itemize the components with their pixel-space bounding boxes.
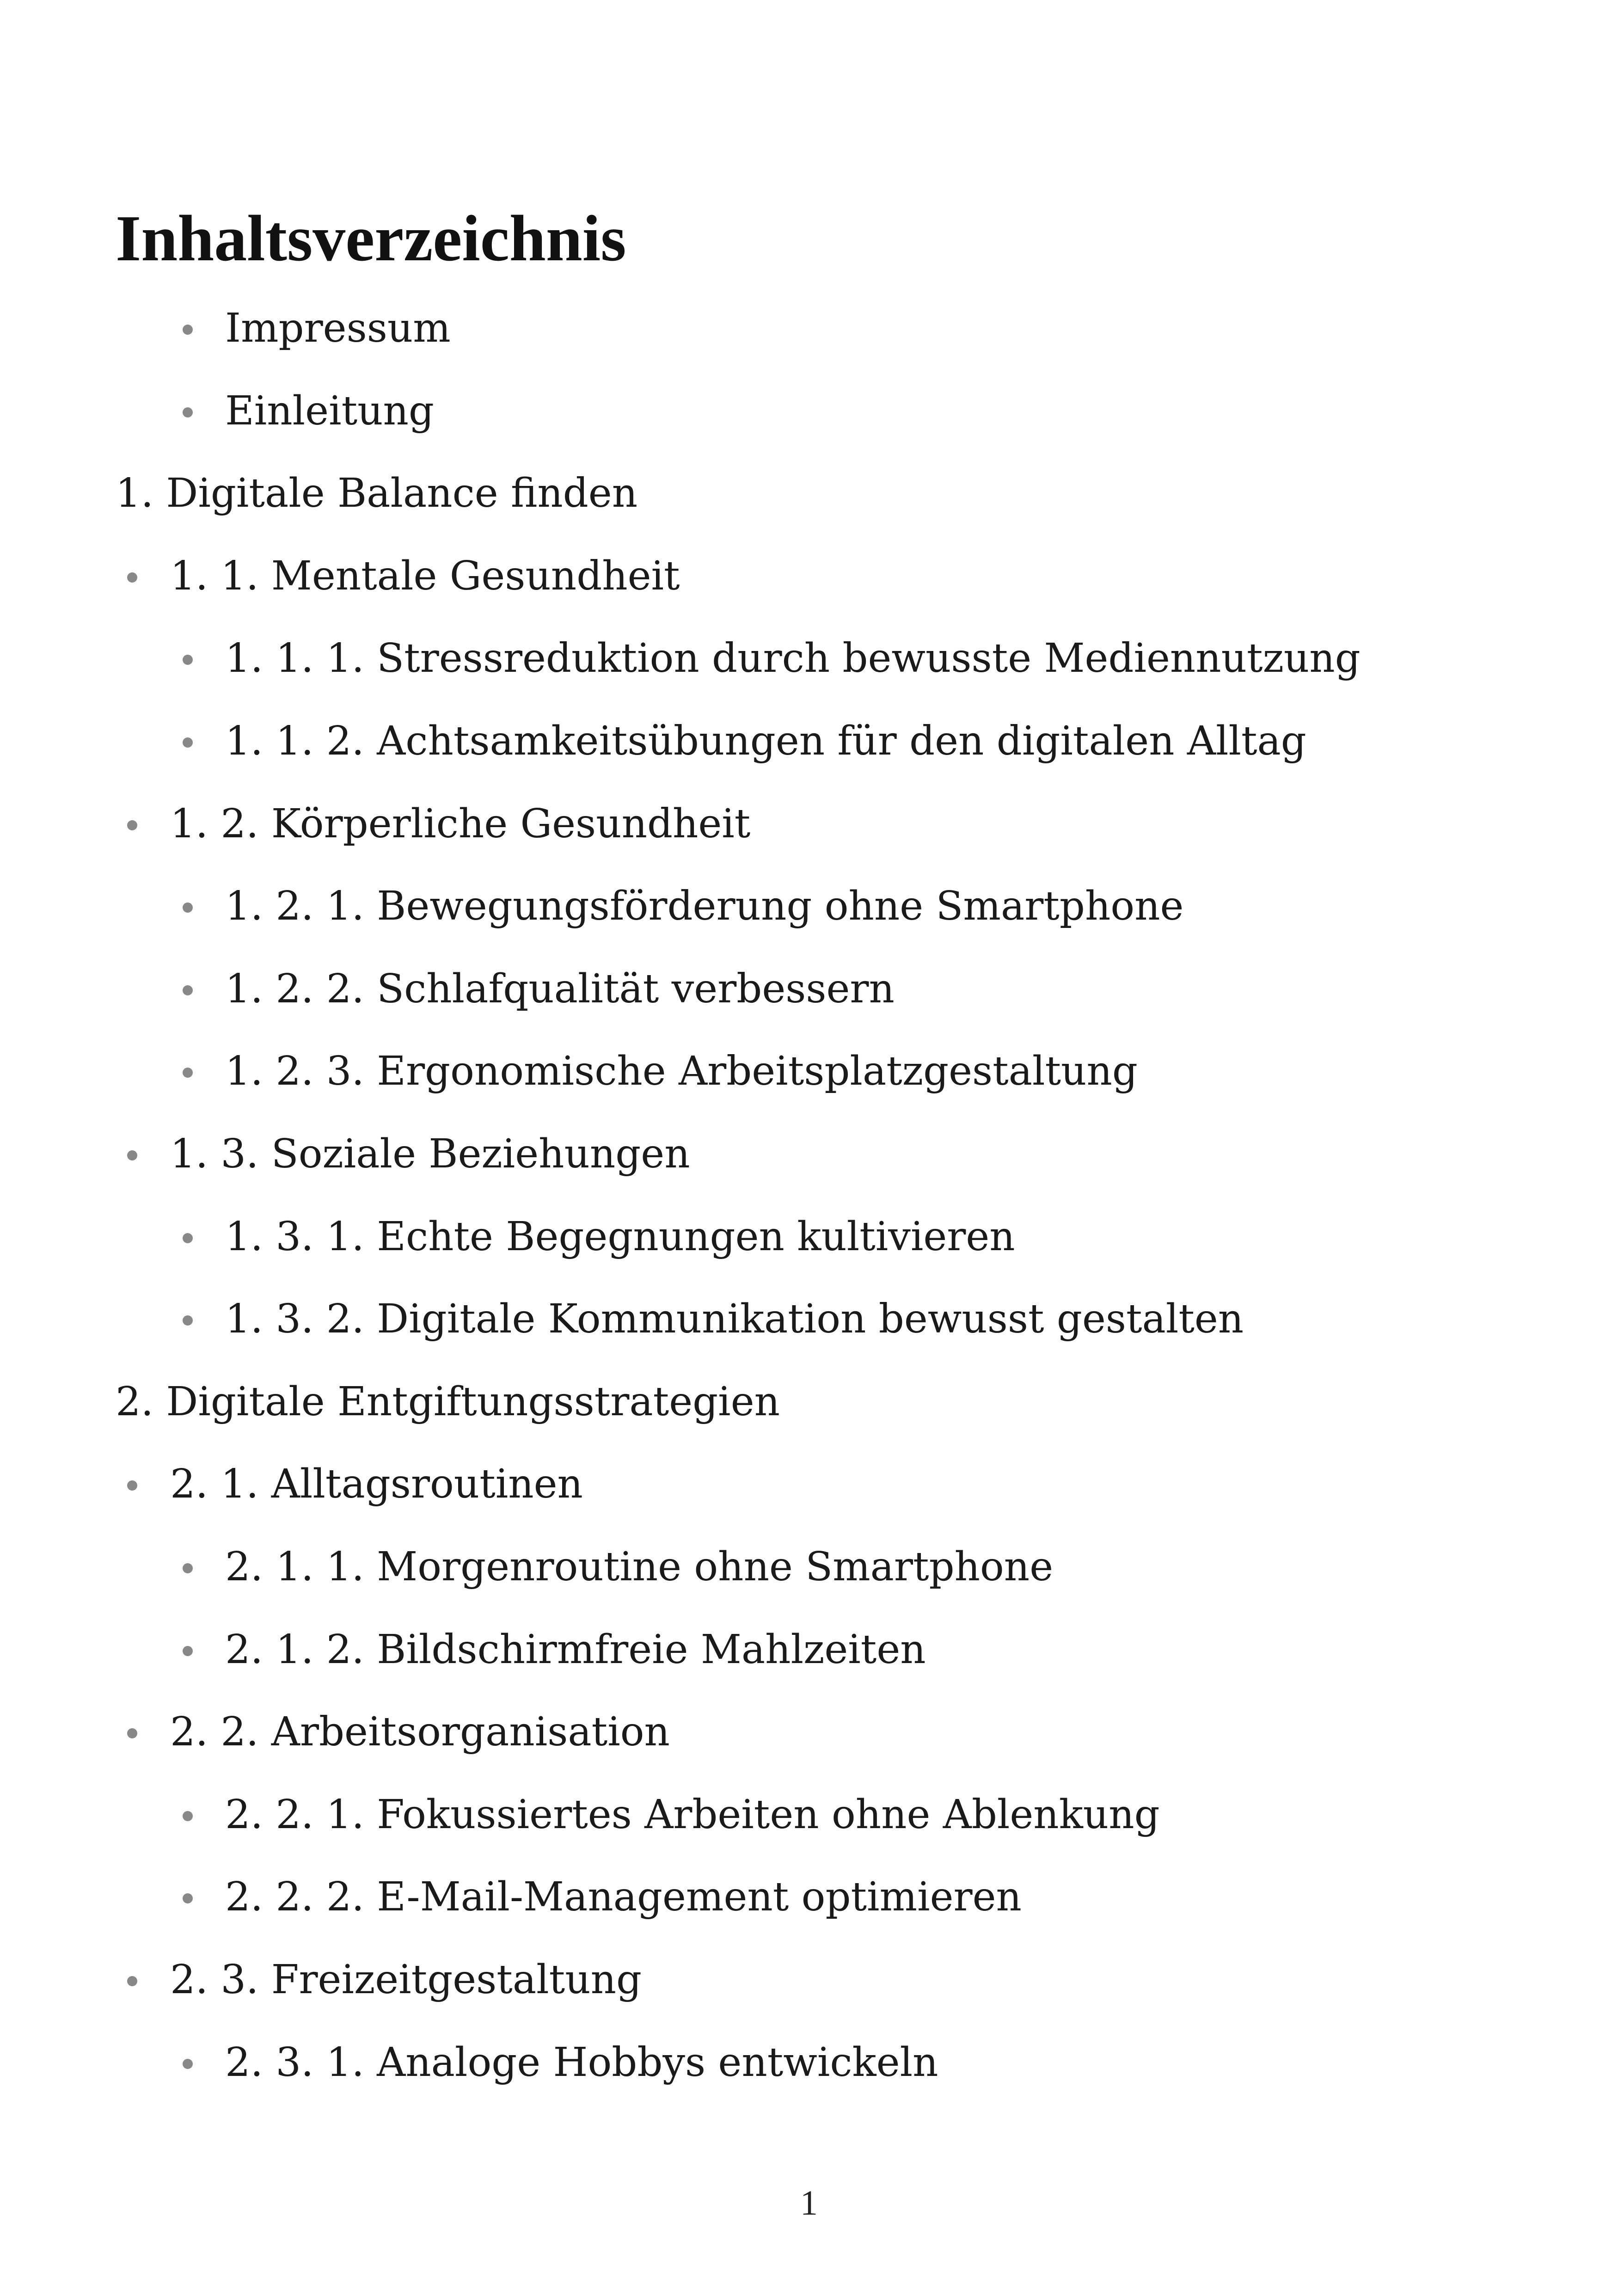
- toc-bullet-icon: [183, 2059, 193, 2069]
- toc-entry-level-1[interactable]: 1. 2. Körperliche Gesundheit: [170, 800, 751, 847]
- toc-entry-level-2[interactable]: 2. 2. 2. E-Mail-Management optimieren: [225, 1874, 1022, 1921]
- toc-entry-level-1[interactable]: 1. 3. Soziale Beziehungen: [170, 1131, 690, 1177]
- toc-bullet-icon: [127, 1480, 137, 1491]
- toc-bullet-icon: [183, 737, 193, 748]
- toc-bullet-icon: [127, 1976, 137, 1986]
- toc-bullet-icon: [183, 1233, 193, 1243]
- toc-bullet-icon: [183, 325, 193, 335]
- toc-entry-level-0[interactable]: 1. Digitale Balance finden: [116, 470, 638, 517]
- toc-bullet-icon: [127, 1728, 137, 1738]
- toc-entry-level-2[interactable]: Einleitung: [225, 387, 434, 434]
- toc-entry-level-2[interactable]: Impressum: [225, 305, 451, 351]
- toc-entry-level-2[interactable]: 1. 2. 3. Ergonomische Arbeitsplatzgestaltung: [225, 1048, 1138, 1095]
- toc-entry-level-2[interactable]: 1. 3. 1. Echte Begegnungen kultivieren: [225, 1213, 1015, 1260]
- toc-entry-level-2[interactable]: 2. 3. 1. Analoge Hobbys entwickeln: [225, 2039, 938, 2086]
- toc-entry-level-2[interactable]: 1. 1. 2. Achtsamkeitsübungen für den digitalen Alltag: [225, 718, 1306, 764]
- toc-entry-level-2[interactable]: 1. 3. 2. Digitale Kommunikation bewusst gestalten: [225, 1296, 1244, 1343]
- toc-bullet-icon: [127, 572, 137, 583]
- toc-bullet-icon: [183, 985, 193, 995]
- toc-bullet-icon: [183, 655, 193, 665]
- toc-bullet-icon: [183, 1893, 193, 1903]
- toc-bullet-icon: [183, 902, 193, 913]
- toc-entry-level-2[interactable]: 2. 1. 2. Bildschirmfreie Mahlzeiten: [225, 1626, 926, 1673]
- toc-entry-level-2[interactable]: 2. 2. 1. Fokussiertes Arbeiten ohne Ablenkung: [225, 1791, 1160, 1838]
- toc-title: Inhaltsverzeichnis: [116, 202, 626, 275]
- toc-bullet-icon: [183, 1068, 193, 1078]
- toc-entry-level-2[interactable]: 2. 1. 1. Morgenroutine ohne Smartphone: [225, 1544, 1054, 1590]
- toc-bullet-icon: [183, 407, 193, 417]
- toc-bullet-icon: [127, 820, 137, 830]
- toc-entry-level-2[interactable]: 1. 2. 2. Schlafqualität verbessern: [225, 965, 895, 1012]
- toc-entry-level-0[interactable]: 2. Digitale Entgiftungsstrategien: [116, 1378, 780, 1425]
- toc-entry-level-1[interactable]: 2. 3. Freizeitgestaltung: [170, 1957, 642, 2003]
- toc-bullet-icon: [183, 1563, 193, 1573]
- page-number: 1: [800, 2184, 818, 2222]
- toc-entry-level-1[interactable]: 2. 1. Alltagsroutinen: [170, 1461, 583, 1508]
- toc-entry-level-1[interactable]: 1. 1. Mentale Gesundheit: [170, 553, 680, 599]
- toc-bullet-icon: [183, 1646, 193, 1656]
- toc-bullet-icon: [183, 1811, 193, 1821]
- toc-bullet-icon: [183, 1315, 193, 1326]
- toc-entry-level-1[interactable]: 2. 2. Arbeitsorganisation: [170, 1709, 670, 1756]
- toc-bullet-icon: [127, 1150, 137, 1160]
- toc-entry-level-2[interactable]: 1. 1. 1. Stressreduktion durch bewusste Mediennutzung: [225, 635, 1361, 682]
- toc-entry-level-2[interactable]: 1. 2. 1. Bewegungsförderung ohne Smartphone: [225, 883, 1184, 930]
